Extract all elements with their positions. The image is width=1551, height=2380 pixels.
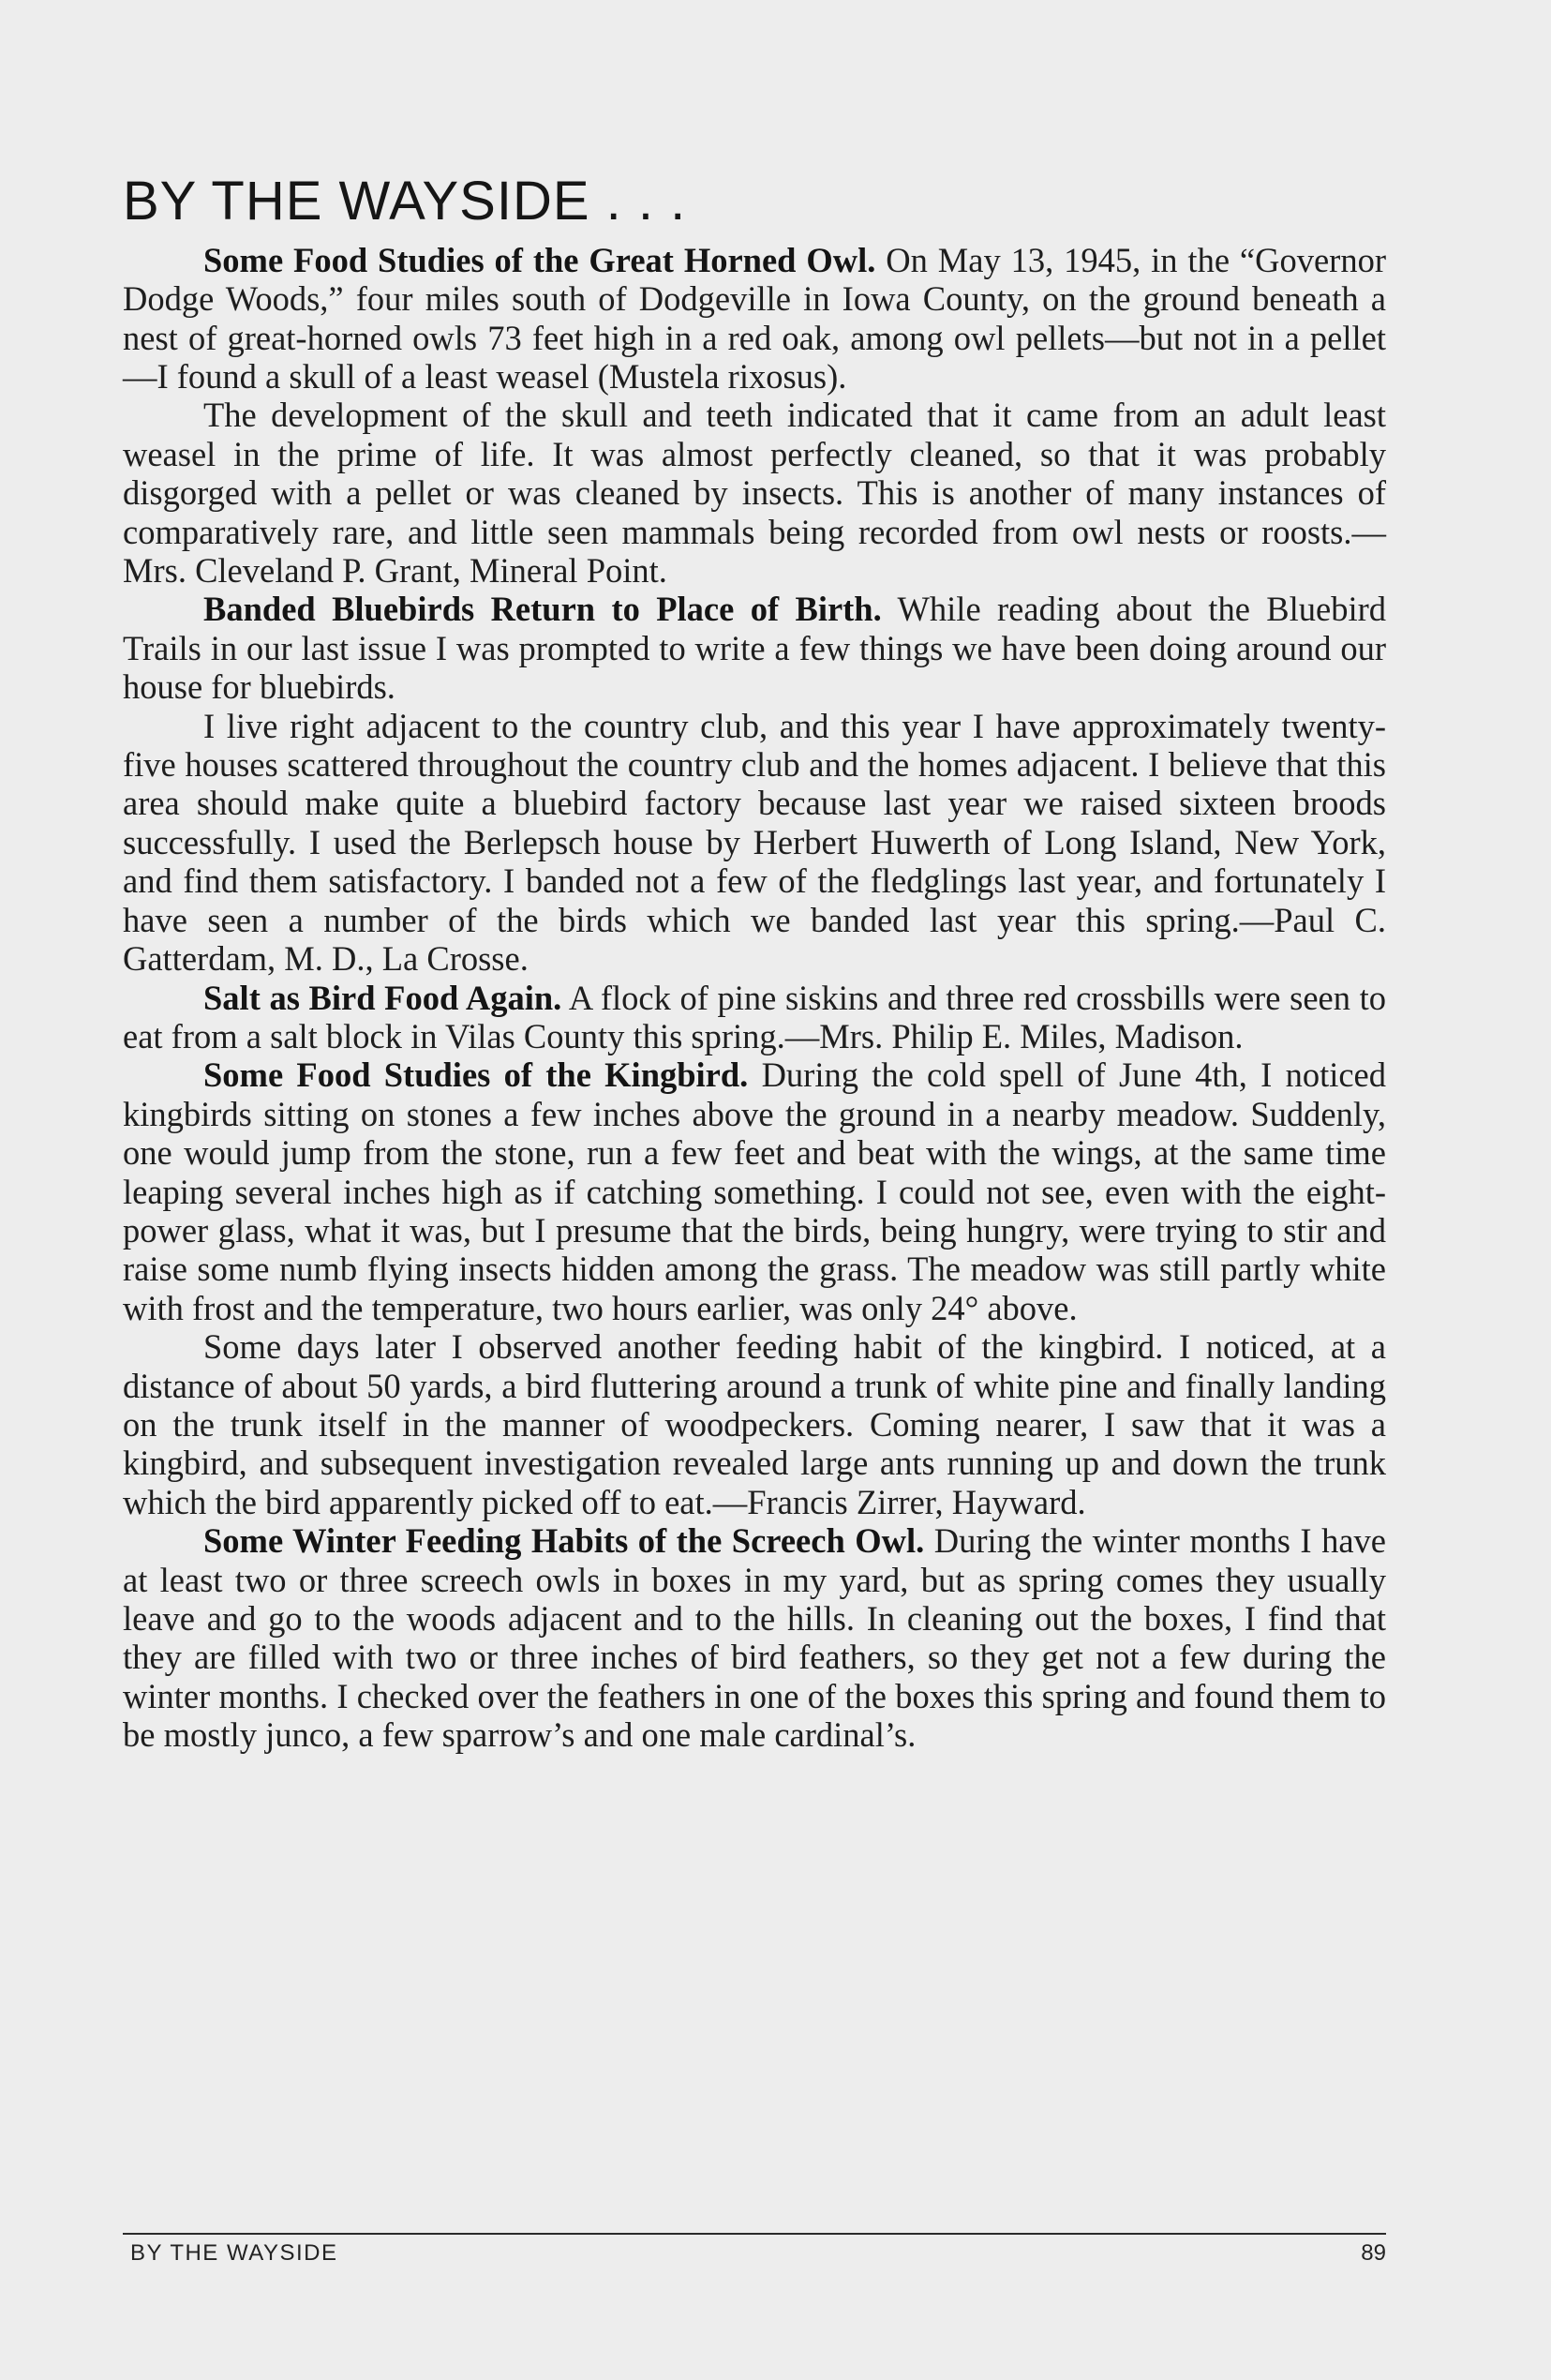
paragraph-salt-bird-food: [123, 979, 1386, 1056]
paragraph-text: Some days later I observed another feeding habit of the kingbird. I noticed, at a distance of about 50 yards, a bird fluttering around a trunk of white pine and finally landing on the trunk itself in the manner of woodpeckers. Coming nearer, I saw that it was a kingbird, and subsequent investigation revealed large ants running up and down the trunk which the bird apparently picked off to eat.—Francis Zirrer, Hayward.: [123, 1327, 1386, 1521]
page-body: [123, 172, 1386, 1755]
paragraph-great-horned-owl: [123, 241, 1386, 397]
paragraph-title: Banded Bluebirds Return to Place of Birth.: [203, 590, 882, 629]
paragraph-text: During the cold spell of June 4th, I noticed kingbirds sitting on stones a few inches above the ground in a nearby meadow. Suddenly, one would jump from the stone, run a few feet and beat with the wings, at the same time leaping several inches high as if catching something. I could not see, even with the eight-power glass, what it was, but I presume that the birds, being hungry, were trying to stir and raise some numb flying insects hidden among the grass. The meadow was still partly white with frost and the temperature, two hours earlier, was only 24° above.: [123, 1055, 1386, 1327]
paragraph-title: Some Food Studies of the Great Horned Owl.: [203, 240, 876, 279]
page-number: 89: [1361, 2240, 1386, 2266]
paragraph-weasel-skull: [123, 396, 1386, 590]
paragraph-text: I live right adjacent to the country club, and this year I have approximately twenty-five houses scattered throughout the country club and the homes adjacent. I believe that this area should make quite a bluebird factory because last year we raised sixteen broods successfully. I used the Berlepsch house by Herbert Huwerth of Long Island, New York, and find them satisfactory. I banded not a few of the fledglings last year, and fortunately I have seen a number of the birds which we banded last year this spring.—Paul C. Gatterdam, M. D., La Crosse.: [123, 706, 1386, 979]
paragraph-bluebird-houses: [123, 707, 1386, 979]
paragraph-kingbird: [123, 1055, 1386, 1327]
paragraph-screech-owl: [123, 1521, 1386, 1754]
paragraph-text: On May 13, 1945, in the “Governor Dodge Woods,” four miles south of Dodgeville in Iowa County, on the ground beneath a nest of great-horned owls 73 feet high in a red oak, among owl pellets—but not in a pellet—I found a skull of a least weasel (Mustela rixosus).: [123, 240, 1386, 397]
page-footer: [123, 2233, 1386, 2266]
paragraph-banded-bluebirds: [123, 590, 1386, 706]
page-heading: BY THE WAYSIDE . . .: [123, 171, 687, 232]
paragraph-title: Some Food Studies of the Kingbird.: [203, 1055, 749, 1095]
running-footer-title: BY THE WAYSIDE: [130, 2240, 338, 2266]
paragraph-text: During the winter months I have at least two or three screech owls in boxes in my yard, but as spring comes they usually leave and go to the woods adjacent and to the hills. In cleaning out the boxes, I find that they are filled with two or three inches of bird feathers, so they get not a few during the winter months. I checked over the feathers in one of the boxes this spring and found them to be mostly junco, a few sparrow’s and one male cardinal’s.: [123, 1521, 1386, 1755]
paragraph-kingbird-feeding: [123, 1327, 1386, 1521]
paragraph-title: Some Winter Feeding Habits of the Screech Owl.: [203, 1521, 925, 1561]
paragraph-text: A flock of pine siskins and three red crossbills were seen to eat from a salt block in Vilas County this spring.—Mrs. Philip E. Miles, Madison.: [123, 978, 1386, 1055]
paragraph-title: Salt as Bird Food Again.: [203, 978, 562, 1017]
paragraph-text: While reading about the Bluebird Trails in our last issue I was prompted to write a few things we have been doing around our house for bluebirds.: [123, 590, 1386, 707]
paragraph-text: The development of the skull and teeth indicated that it came from an adult least weasel in the prime of life. It was almost perfectly cleaned, so that it was probably disgorged with a pellet or was cleaned by insects. This is another of many instances of comparatively rare, and little seen mammals being recorded from owl nests or roosts.—Mrs. Cleveland P. Grant, Mineral Point.: [123, 396, 1386, 591]
